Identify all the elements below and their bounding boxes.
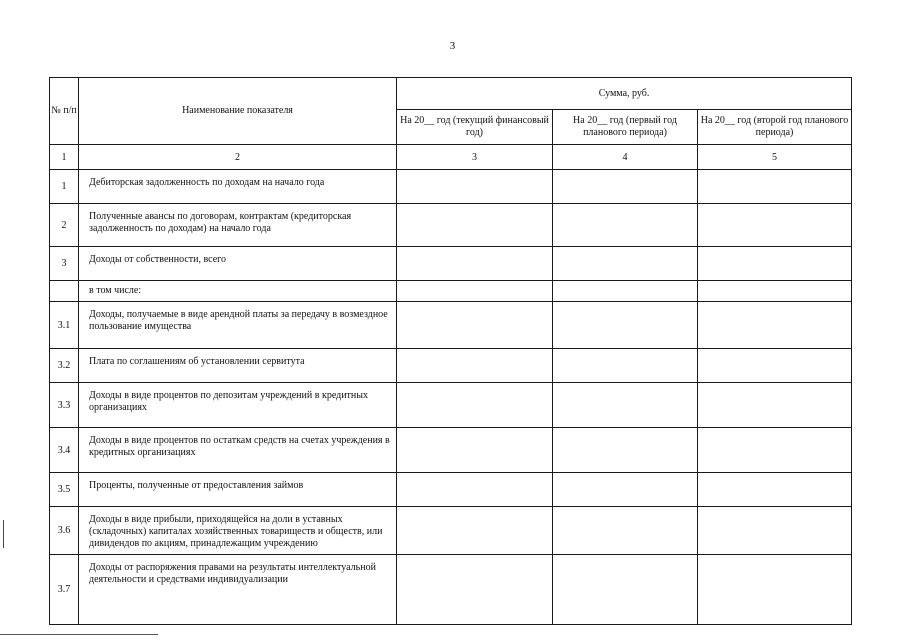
value-cell-second[interactable] xyxy=(698,170,852,204)
table-row xyxy=(50,428,852,473)
scan-edge-line xyxy=(0,634,158,635)
table-row xyxy=(50,281,852,302)
row-number: 3.5 xyxy=(50,473,79,507)
value-cell-current[interactable] xyxy=(397,555,553,625)
value-cell-second[interactable] xyxy=(698,473,852,507)
scan-margin-mark xyxy=(3,520,4,548)
value-cell-second[interactable] xyxy=(698,247,852,281)
value-cell-current[interactable] xyxy=(397,170,553,204)
table-row xyxy=(50,473,852,507)
row-number: 3.6 xyxy=(50,507,79,555)
row-number: 2 xyxy=(50,204,79,247)
row-name: Проценты, полученные от предоставления займов xyxy=(79,473,397,507)
value-cell-second[interactable] xyxy=(698,204,852,247)
table-row xyxy=(50,507,852,555)
value-cell-first[interactable] xyxy=(553,247,698,281)
value-cell-current[interactable] xyxy=(397,383,553,428)
row-name: Дебиторская задолженность по доходам на начало года xyxy=(79,170,397,204)
table-row xyxy=(50,349,852,383)
row-name: Доходы от распоряжения правами на результаты интеллектуальной деятельности и средствами индивидуализации xyxy=(79,555,397,625)
value-cell-first[interactable] xyxy=(553,383,698,428)
column-number: 3 xyxy=(397,145,553,170)
column-number: 4 xyxy=(553,145,698,170)
row-number: 3.7 xyxy=(50,555,79,625)
value-cell-second[interactable] xyxy=(698,349,852,383)
row-number xyxy=(50,281,79,302)
value-cell-current[interactable] xyxy=(397,473,553,507)
column-number: 5 xyxy=(698,145,852,170)
row-name: Плата по соглашениям об установлении сервитута xyxy=(79,349,397,383)
table-row xyxy=(50,170,852,204)
row-name: Доходы в виде прибыли, приходящейся на доли в уставных (складочных) капиталах хозяйственных товариществ и обществ, или дивидендов по акциям, принадлежащим учреждению xyxy=(79,507,397,555)
value-cell-current[interactable] xyxy=(397,204,553,247)
table-row xyxy=(50,302,852,349)
row-number: 1 xyxy=(50,170,79,204)
value-cell-current[interactable] xyxy=(397,507,553,555)
header-year-second-plan: На 20__ год (второй год планового периода) xyxy=(698,110,852,145)
value-cell-second[interactable] xyxy=(698,507,852,555)
header-sum: Сумма, руб. xyxy=(397,78,852,110)
row-name: в том числе: xyxy=(79,281,397,302)
row-name: Доходы в виде процентов по остаткам средств на счетах учреждения в кредитных организациях xyxy=(79,428,397,473)
value-cell-first[interactable] xyxy=(553,281,698,302)
value-cell-first[interactable] xyxy=(553,473,698,507)
row-name: Доходы, получаемые в виде арендной платы за передачу в возмездное пользование имущества xyxy=(79,302,397,349)
header-num: № п/п xyxy=(50,78,79,145)
value-cell-second[interactable] xyxy=(698,302,852,349)
value-cell-first[interactable] xyxy=(553,170,698,204)
table-row xyxy=(50,555,852,625)
value-cell-first[interactable] xyxy=(553,507,698,555)
value-cell-second[interactable] xyxy=(698,281,852,302)
value-cell-first[interactable] xyxy=(553,555,698,625)
table-row xyxy=(50,204,852,247)
header-indicator-name: Наименование показателя xyxy=(79,78,397,145)
column-number: 2 xyxy=(79,145,397,170)
value-cell-current[interactable] xyxy=(397,247,553,281)
value-cell-current[interactable] xyxy=(397,281,553,302)
value-cell-second[interactable] xyxy=(698,555,852,625)
row-name: Доходы от собственности, всего xyxy=(79,247,397,281)
value-cell-current[interactable] xyxy=(397,349,553,383)
value-cell-current[interactable] xyxy=(397,302,553,349)
header-year-current: На 20__ год (текущий финансовый год) xyxy=(397,110,553,145)
value-cell-first[interactable] xyxy=(553,428,698,473)
table-row xyxy=(50,247,852,281)
value-cell-current[interactable] xyxy=(397,428,553,473)
row-number: 3.2 xyxy=(50,349,79,383)
income-form-table xyxy=(49,77,852,625)
page-number: 3 xyxy=(449,40,456,52)
column-number: 1 xyxy=(50,145,79,170)
row-name: Полученные авансы по договорам, контрактам (кредиторская задолженность по доходам) на начало года xyxy=(79,204,397,247)
value-cell-first[interactable] xyxy=(553,302,698,349)
value-cell-second[interactable] xyxy=(698,428,852,473)
value-cell-first[interactable] xyxy=(553,349,698,383)
table-row xyxy=(50,383,852,428)
row-number: 3.1 xyxy=(50,302,79,349)
row-name: Доходы в виде процентов по депозитам учреждений в кредитных организациях xyxy=(79,383,397,428)
row-number: 3 xyxy=(50,247,79,281)
header-year-first-plan: На 20__ год (первый год планового периода) xyxy=(553,110,698,145)
row-number: 3.4 xyxy=(50,428,79,473)
value-cell-second[interactable] xyxy=(698,383,852,428)
value-cell-first[interactable] xyxy=(553,204,698,247)
row-number: 3.3 xyxy=(50,383,79,428)
